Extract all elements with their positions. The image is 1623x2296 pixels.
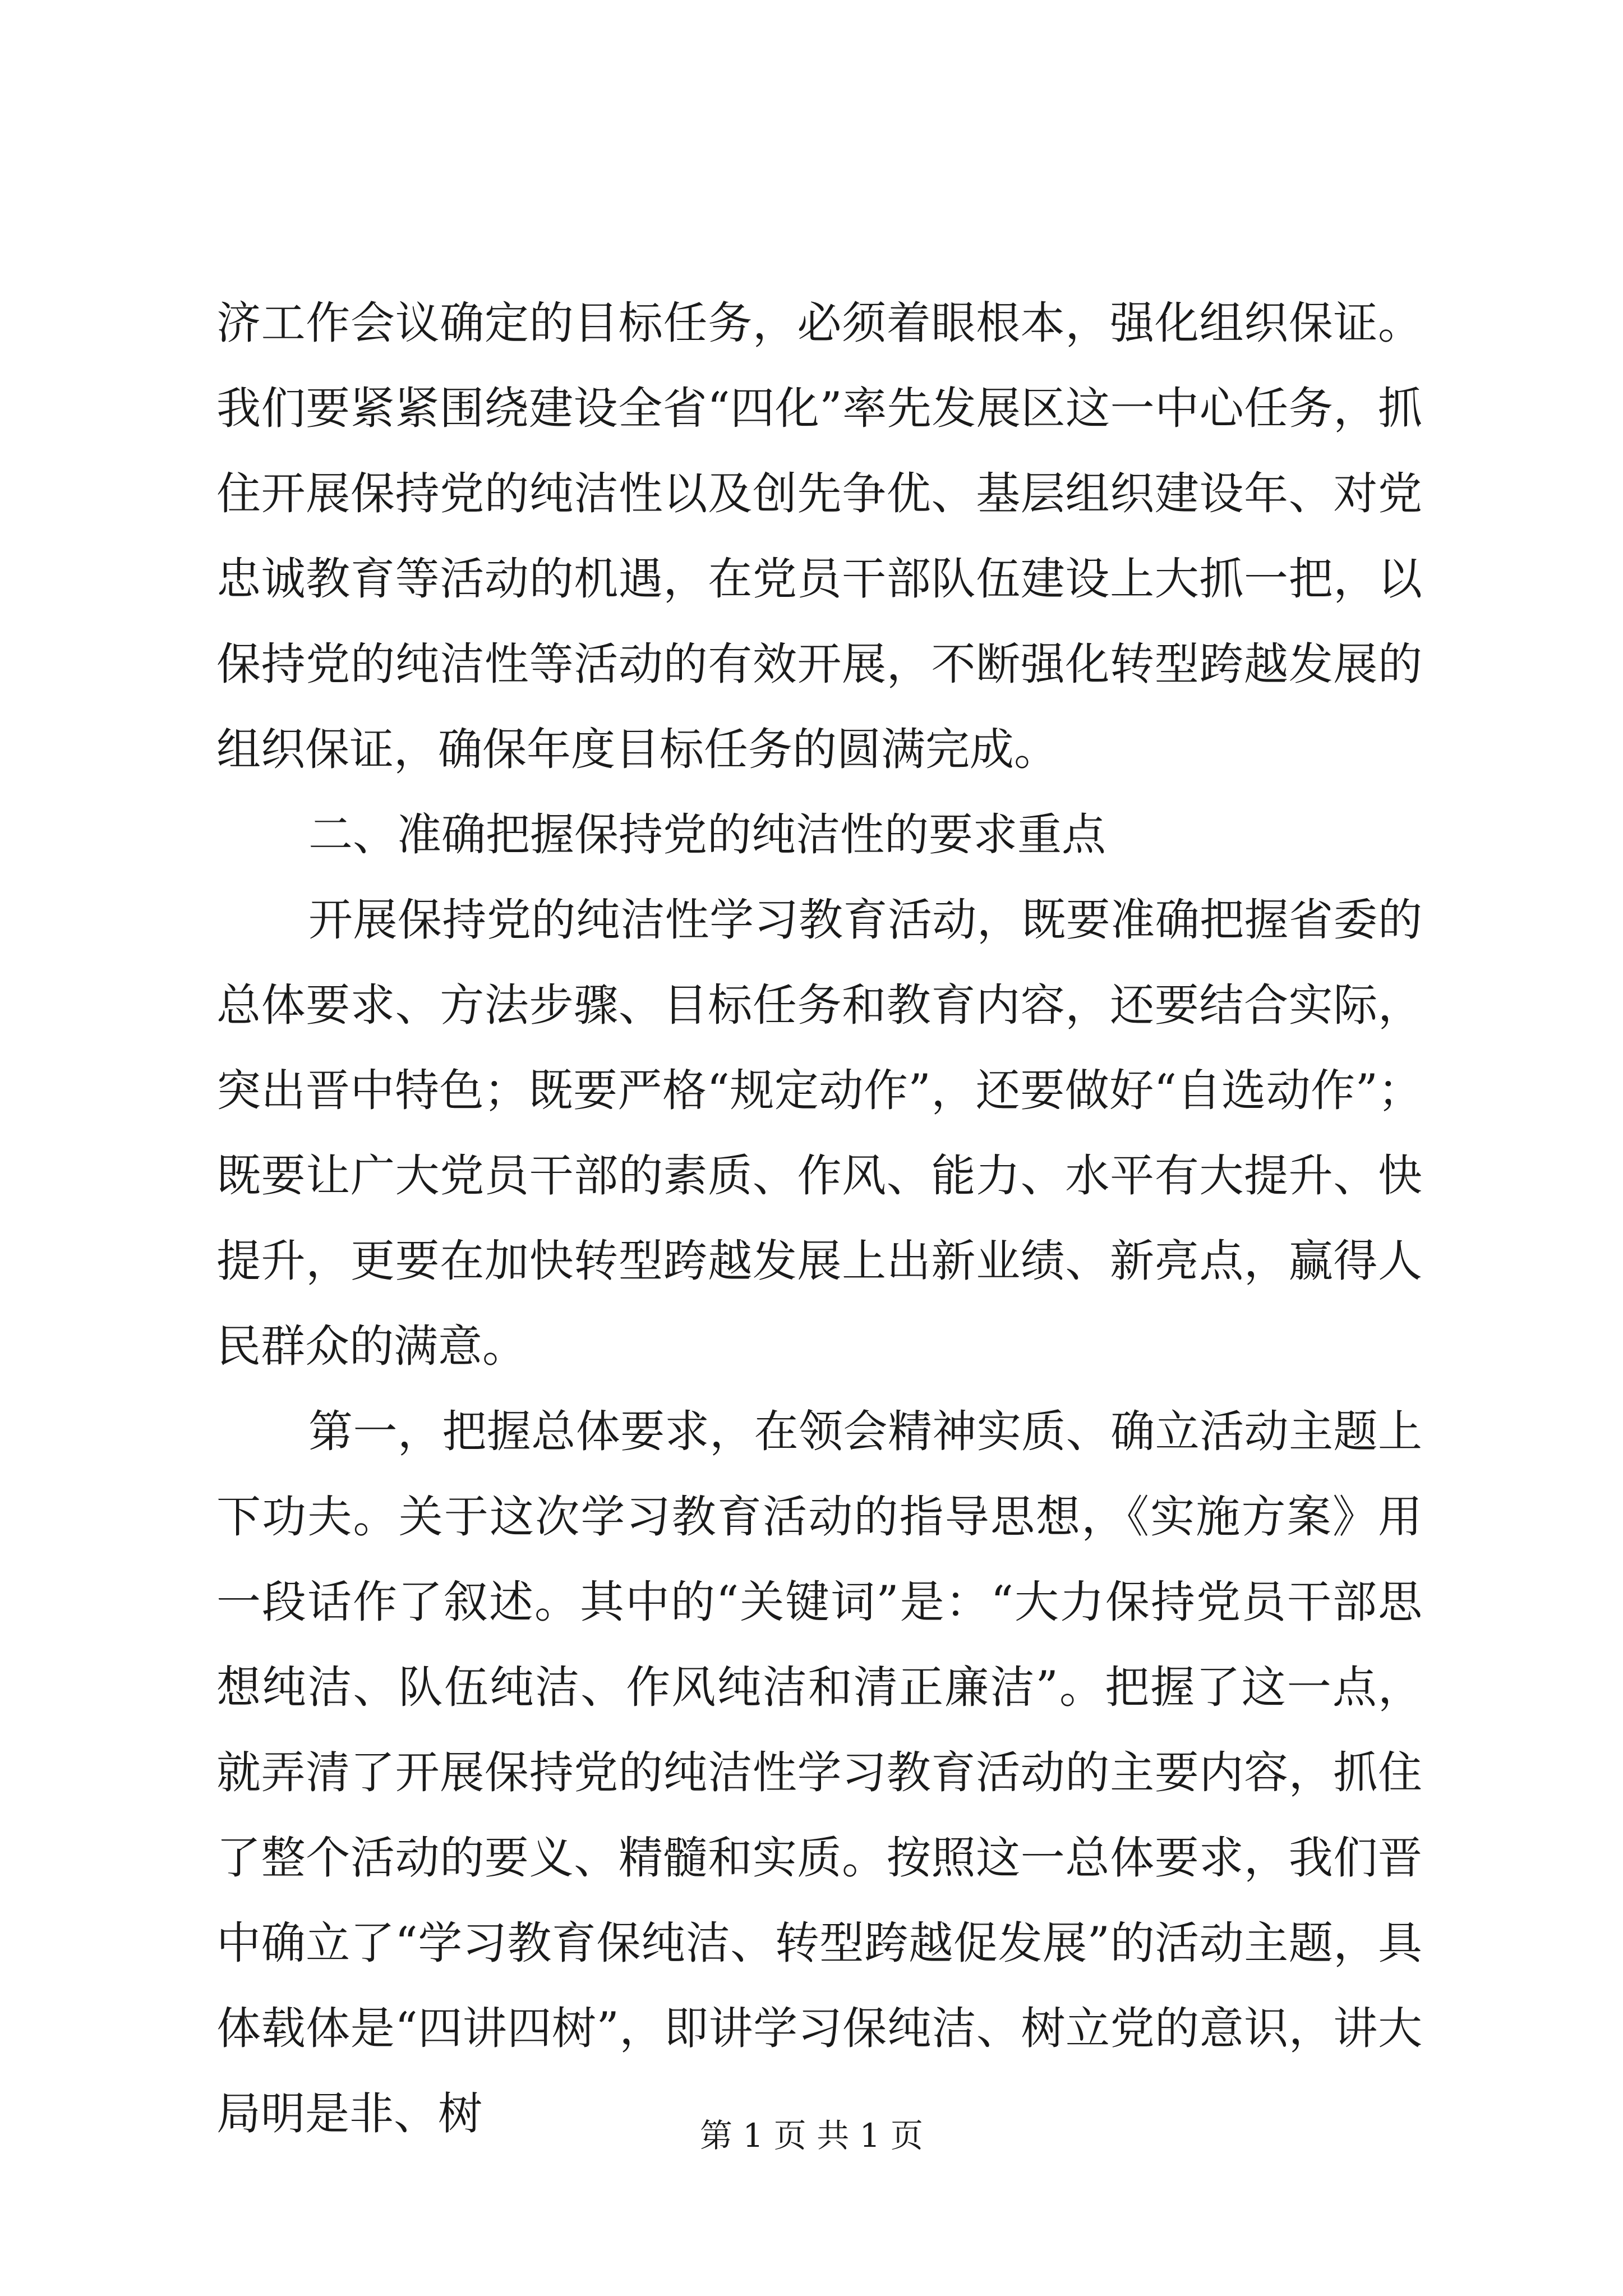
document-body: [216, 280, 1422, 2156]
page-footer: 第 1 页 共 1 页: [700, 2116, 923, 2155]
paragraph-continuation: 济工作会议确定的目标任务，必须着眼根本，强化组织保证。我们要紧紧围绕建设全省“四化”率先发展区这一中心任务，抓住开展保持党的纯洁性以及创先争优、基层组织建设年、对党忠诚教育等活动的机遇，在党员干部队伍建设上大抓一把，以保持党的纯洁性等活动的有效开展，不断强化转型跨越发展的组织保证，确保年度目标任务的圆满完成。: [216, 297, 1422, 775]
paragraph-first-point: 第一，把握总体要求，在领会精神实质、确立活动主题上下功夫。关于这次学习教育活动的指导思想，《实施方案》用一段话作了叙述。其中的“关键词”是：“大力保持党员干部思想纯洁、队伍纯洁、作风纯洁和清正廉洁”。把握了这一点，就弄清了开展保持党的纯洁性学习教育活动的主要内容，抓住了整个活动的要义、精髓和实质。按照这一总体要求，我们晋中确立了“学习教育保纯洁、转型跨越促发展”的活动主题，具体载体是“四讲四树”，即讲学习保纯洁、树立党的意识，讲大局明是非、树: [216, 1406, 1422, 2139]
paragraph-requirements: 开展保持党的纯洁性学习教育活动，既要准确把握省委的总体要求、方法步骤、目标任务和教育内容，还要结合实际，突出晋中特色；既要严格“规定动作”，还要做好“自选动作”；既要让广大党员干部的素质、作风、能力、水平有大提升、快提升，更要在加快转型跨越发展上出新业绩、新亮点，赢得人民群众的满意。: [216, 894, 1422, 1372]
section-heading: 二、准确把握保持党的纯洁性的要求重点: [308, 809, 1106, 861]
